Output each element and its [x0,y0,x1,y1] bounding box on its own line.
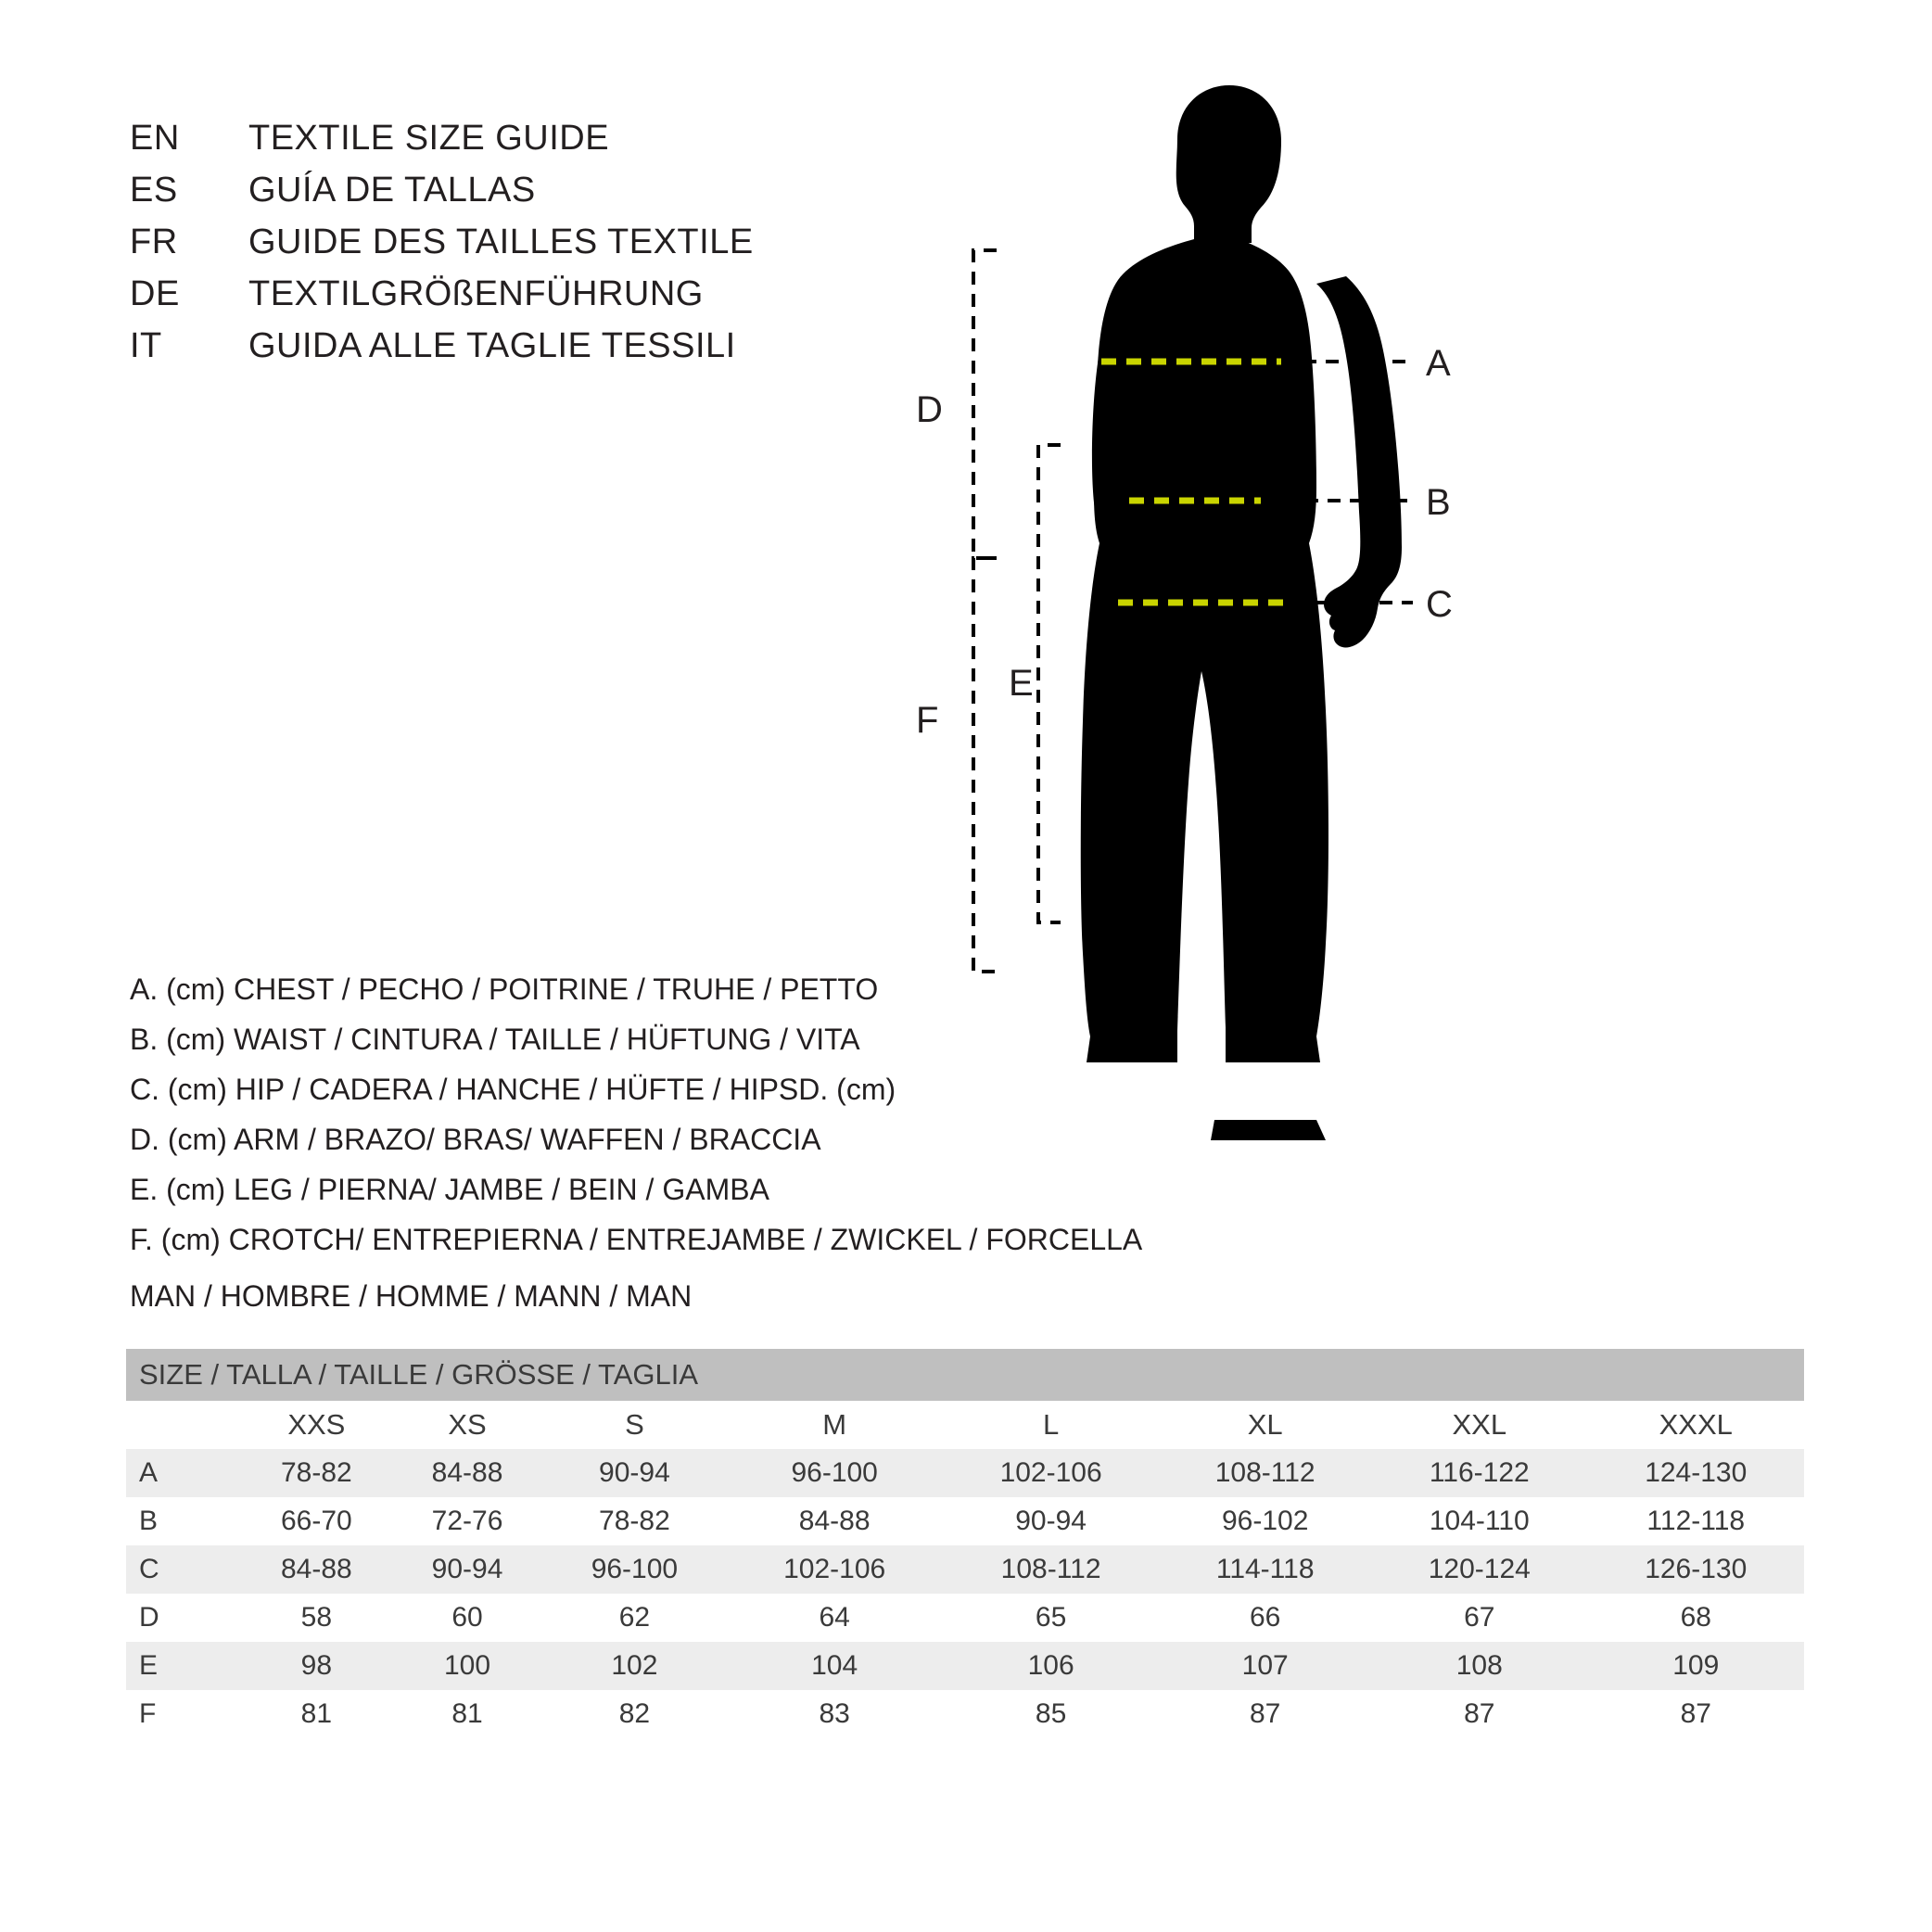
size-header-m: M [726,1401,942,1449]
row-label-d: D [126,1594,241,1642]
language-code-it: IT [130,326,162,365]
body-measurement-diagram [916,83,1854,1224]
language-row-es [130,171,927,222]
cell-c-m: 102-106 [726,1545,942,1594]
table-row [126,1594,1804,1642]
cell-e-xl: 107 [1159,1642,1371,1690]
cell-f-xxxl: 87 [1588,1690,1805,1738]
label-f: F [916,700,939,741]
cell-a-l: 102-106 [943,1449,1159,1497]
cell-e-m: 104 [726,1642,942,1690]
label-c: C [1426,584,1453,625]
cell-c-xxxl: 126-130 [1588,1545,1805,1594]
size-chart-table [126,1349,1804,1738]
cell-f-s: 82 [542,1690,726,1738]
language-row-en [130,119,927,171]
language-title-de: TEXTILGRÖßENFÜHRUNG [248,274,704,313]
cell-f-xxl: 87 [1371,1690,1587,1738]
cell-f-xxs: 81 [241,1690,392,1738]
legend-item-e: E. (cm) LEG / PIERNA/ JAMBE / BEIN / GAMBA [130,1173,769,1206]
cell-a-xl: 108-112 [1159,1449,1371,1497]
cell-b-xl: 96-102 [1159,1497,1371,1545]
cell-e-l: 106 [943,1642,1159,1690]
cell-c-xs: 90-94 [392,1545,543,1594]
language-row-fr [130,222,927,274]
cell-b-xxl: 104-110 [1371,1497,1587,1545]
size-header-xxxl: XXXL [1588,1401,1805,1449]
size-header-l: L [943,1401,1159,1449]
label-d: D [916,389,943,430]
size-header-s: S [542,1401,726,1449]
cell-b-xxxl: 112-118 [1588,1497,1805,1545]
cell-c-xl: 114-118 [1159,1545,1371,1594]
table-row [126,1690,1804,1738]
size-header-corner [126,1401,241,1449]
row-label-b: B [126,1497,241,1545]
language-title-fr: GUIDE DES TAILLES TEXTILE [248,222,754,261]
cell-d-xxxl: 68 [1588,1594,1805,1642]
legend-item-d: D. (cm) ARM / BRAZO/ BRAS/ WAFFEN / BRACCIA [130,1123,821,1156]
cell-f-m: 83 [726,1690,942,1738]
cell-f-l: 85 [943,1690,1159,1738]
cell-b-xxs: 66-70 [241,1497,392,1545]
cell-d-s: 62 [542,1594,726,1642]
cell-e-xxxl: 109 [1588,1642,1805,1690]
cell-a-xs: 84-88 [392,1449,543,1497]
cell-c-xxs: 84-88 [241,1545,392,1594]
size-header-xs: XS [392,1401,543,1449]
cell-f-xs: 81 [392,1690,543,1738]
cell-d-xs: 60 [392,1594,543,1642]
language-title-block [130,119,927,378]
cell-a-m: 96-100 [726,1449,942,1497]
row-label-f: F [126,1690,241,1738]
cell-b-xs: 72-76 [392,1497,543,1545]
row-label-c: C [126,1545,241,1594]
cell-e-xxs: 98 [241,1642,392,1690]
size-header-xxs: XXS [241,1401,392,1449]
cell-e-xxl: 108 [1371,1642,1587,1690]
language-code-de: DE [130,274,180,313]
legend-item-b: B. (cm) WAIST / CINTURA / TAILLE / HÜFTUNG / VITA [130,1023,860,1056]
cell-b-s: 78-82 [542,1497,726,1545]
gender-label: MAN / HOMBRE / HOMME / MANN / MAN [130,1279,693,1313]
label-a: A [1426,343,1451,384]
cell-f-xl: 87 [1159,1690,1371,1738]
cell-c-xxl: 120-124 [1371,1545,1587,1594]
cell-d-l: 65 [943,1594,1159,1642]
cell-d-m: 64 [726,1594,942,1642]
size-header-xxl: XXL [1371,1401,1587,1449]
cell-a-xxs: 78-82 [241,1449,392,1497]
cell-a-xxxl: 124-130 [1588,1449,1805,1497]
cell-c-l: 108-112 [943,1545,1159,1594]
table-row [126,1497,1804,1545]
table-header-band [126,1349,1804,1401]
cell-e-xs: 100 [392,1642,543,1690]
cell-a-xxl: 116-122 [1371,1449,1587,1497]
cell-e-s: 102 [542,1642,726,1690]
label-b: B [1426,482,1451,523]
crotch-length-bracket [973,558,997,972]
legend-item-c: C. (cm) HIP / CADERA / HANCHE / HÜFTE / HIPSD. (cm) [130,1073,896,1106]
table-row [126,1642,1804,1690]
table-row [126,1545,1804,1594]
size-header-xl: XL [1159,1401,1371,1449]
cell-d-xxl: 67 [1371,1594,1587,1642]
legend-item-a: A. (cm) CHEST / PECHO / POITRINE / TRUHE / PETTO [130,972,879,1006]
language-title-es: GUÍA DE TALLAS [248,171,536,210]
language-title-it: GUIDA ALLE TAGLIE TESSILI [248,326,736,365]
legend-item-f: F. (cm) CROTCH/ ENTREPIERNA / ENTREJAMBE / ZWICKEL / FORCELLA [130,1223,1143,1256]
cell-b-m: 84-88 [726,1497,942,1545]
language-title-en: TEXTILE SIZE GUIDE [248,119,610,158]
cell-b-l: 90-94 [943,1497,1159,1545]
arm-length-bracket [973,250,997,558]
man-silhouette-icon [1081,85,1402,1140]
leg-length-bracket [1038,445,1061,922]
cell-d-xl: 66 [1159,1594,1371,1642]
cell-a-s: 90-94 [542,1449,726,1497]
cell-c-s: 96-100 [542,1545,726,1594]
language-row-de [130,274,927,326]
cell-d-xxs: 58 [241,1594,392,1642]
row-label-e: E [126,1642,241,1690]
language-row-it [130,326,927,378]
table-header-label: SIZE / TALLA / TAILLE / GRÖSSE / TAGLIA [126,1349,1804,1401]
label-e: E [1009,663,1034,704]
table-size-header-row [126,1401,1804,1449]
language-code-en: EN [130,119,180,158]
table-row [126,1449,1804,1497]
language-code-fr: FR [130,222,178,261]
row-label-a: A [126,1449,241,1497]
language-code-es: ES [130,171,178,210]
